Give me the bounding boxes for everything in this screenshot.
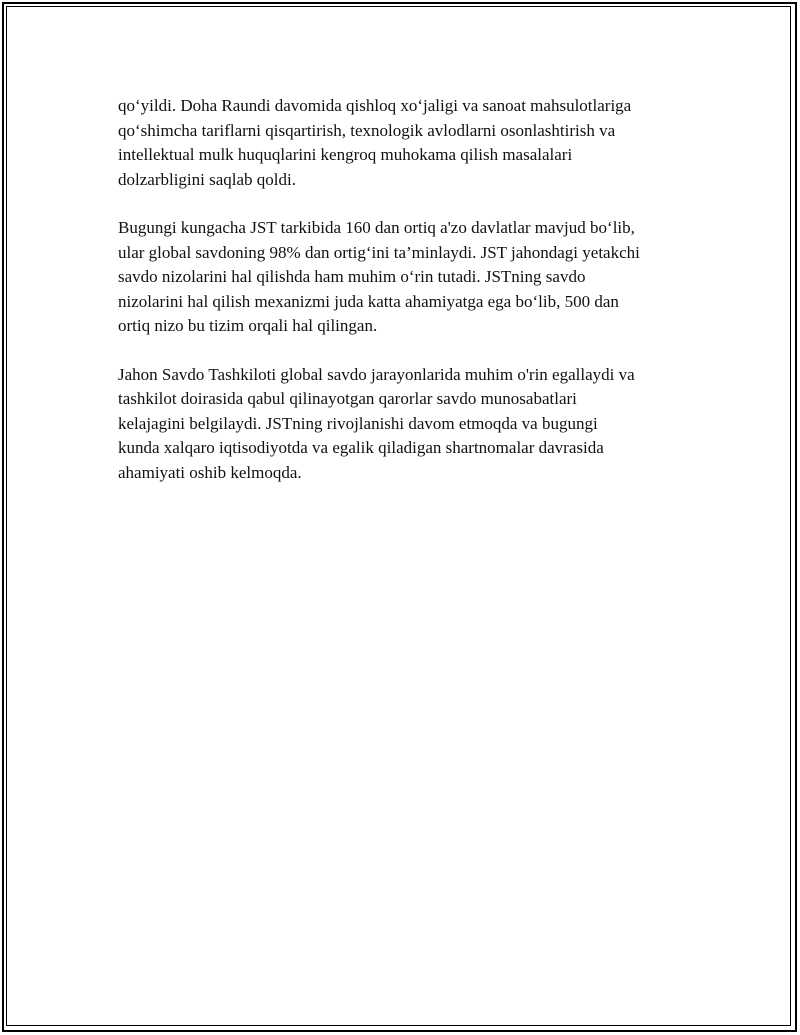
paragraph-wto-members	[118, 216, 718, 339]
document-body	[118, 94, 718, 509]
text-line: kunda xalqaro iqtisodiyotda va egalik qiladigan shartnomalar davrasida	[118, 438, 604, 457]
text-line: tashkilot doirasida qabul qilinayotgan qarorlar savdo munosabatlari	[118, 389, 577, 408]
text-line: Bugungi kungacha JST tarkibida 160 dan ortiq a'zo davlatlar mavjud bo‘lib,	[118, 218, 635, 237]
text-line: nizolarini hal qilish mexanizmi juda katta ahamiyatga ega bo‘lib, 500 dan	[118, 291, 619, 311]
text-line: ortiq nizo bu tizim orqali hal qilingan.	[118, 316, 378, 335]
text-line: intellektual mulk huquqlarini kengroq muhokama qilish masalalari	[118, 145, 573, 164]
text-line: dolzarbligini saqlab qoldi.	[118, 169, 296, 189]
text-line: ular global savdoning 98% dan ortig‘ini ta’minlaydi. JST jahondagi yetakchi	[118, 242, 640, 262]
text-line: qo‘shimcha tariflarni qisqartirish, texnologik avlodlarni osonlashtirish va	[118, 120, 616, 140]
text-line: kelajagini belgilaydi. JSTning rivojlanishi davom etmoqda va bugungi	[118, 413, 598, 433]
text-line: ahamiyati oshib kelmoqda.	[118, 462, 302, 482]
text-line: Jahon Savdo Tashkiloti global savdo jarayonlarida muhim o'rin egallaydi va	[118, 364, 635, 384]
text-line: savdo nizolarini hal qilishda ham muhim o‘rin tutadi. JSTning savdo	[118, 267, 586, 286]
text-line: qo‘yildi. Doha Raundi davomida qishloq xo‘jaligi va sanoat mahsulotlariga	[118, 96, 632, 115]
paragraph-doha-round	[118, 94, 718, 192]
paragraph-wto-conclusion	[118, 363, 718, 486]
